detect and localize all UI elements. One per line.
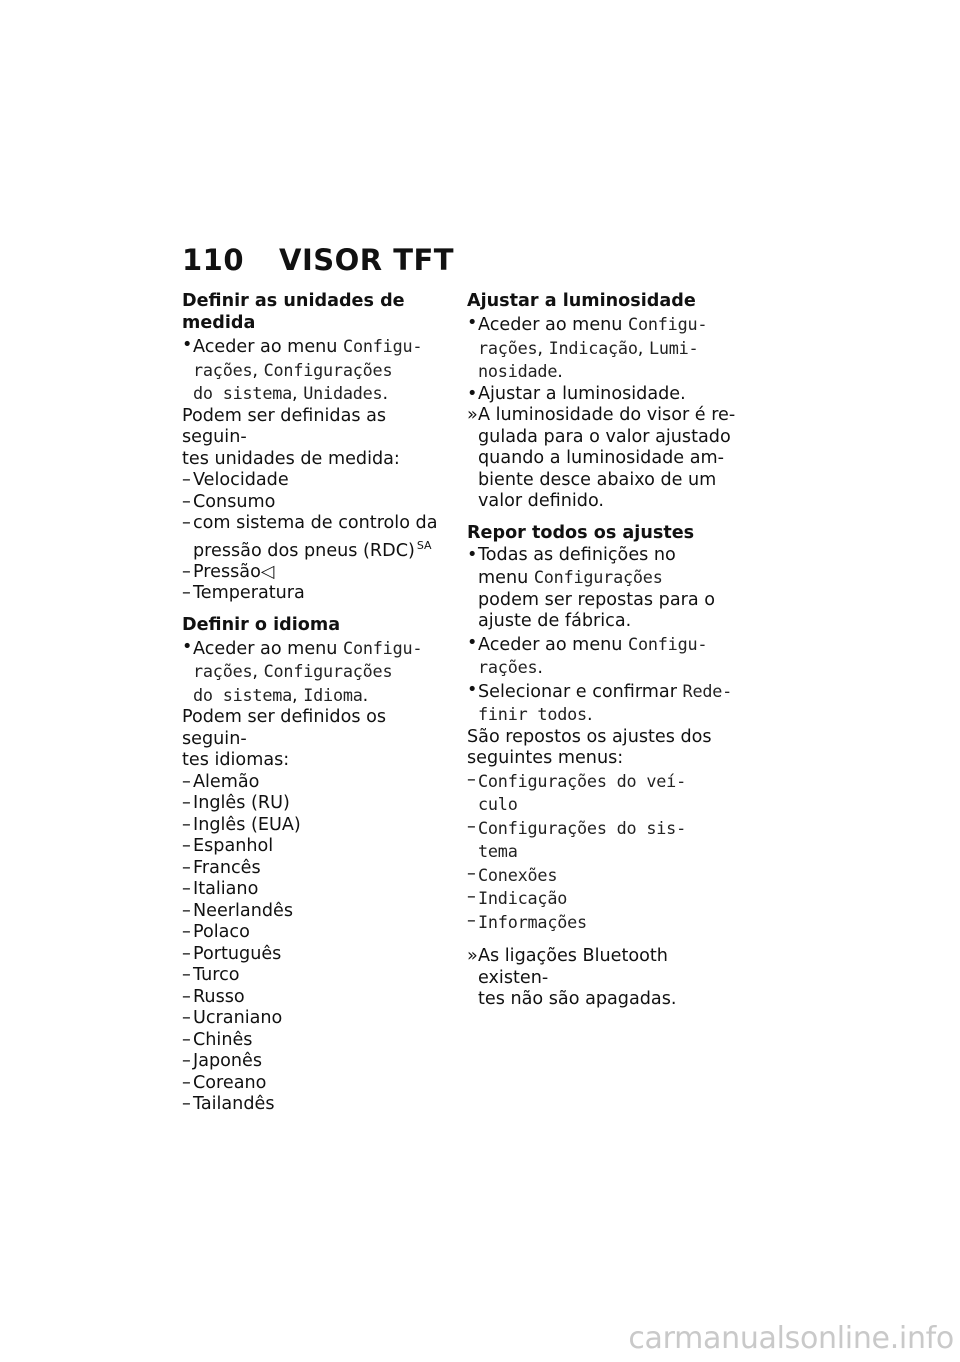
menu-path: Configu- [343, 336, 423, 356]
bullet-icon: • [467, 632, 478, 653]
language-list [182, 772, 454, 1116]
dash-icon: – [182, 879, 191, 900]
left-column [182, 290, 454, 1125]
dash-icon: – [182, 513, 191, 533]
menu-path: Idioma [303, 684, 363, 705]
menu-path: do sistema [193, 383, 293, 403]
dash-icon: – [182, 1008, 191, 1029]
section-brightness [467, 290, 742, 513]
bullet-icon: • [182, 636, 193, 657]
list-item: – Neerlandês [182, 900, 294, 921]
dash-icon: – [182, 814, 191, 835]
watermark: carmanualsonline.info [628, 1321, 954, 1356]
step-item: • Ajustar a luminosidade. [467, 383, 686, 404]
list-item [467, 770, 742, 817]
dash-icon: – [182, 1072, 191, 1093]
list-item: – Polaco [182, 922, 250, 943]
menu-path: Indicação [478, 888, 568, 908]
list-item: – Temperatura [182, 583, 305, 604]
menu-path: Configurações [263, 661, 393, 682]
menu-path: Unidades [303, 383, 383, 403]
section-reset [467, 522, 742, 1011]
list-item: – Francês [182, 857, 261, 878]
menu-path: nosidade [478, 361, 558, 381]
dash-icon: – [467, 769, 476, 790]
page-header [182, 240, 742, 280]
list-item: – Inglês (RU) [182, 793, 290, 814]
list-item: – Italiano [182, 879, 259, 900]
list-item: – Inglês (EUA) [182, 814, 301, 835]
list-item: – Consumo [182, 491, 276, 512]
reset-menu-list [467, 770, 742, 935]
paragraph: Podem ser definidos os seguin- tes idiomas: [182, 707, 387, 771]
result-item: » As ligações Bluetooth existen- tes não são apagadas. [467, 946, 677, 1009]
menu-path: Configu- [628, 314, 708, 334]
section-title: Definir as unidades de medida [182, 291, 405, 333]
menu-path: Configu- [343, 637, 423, 658]
menu-path: Configurações [533, 567, 663, 587]
dash-icon: – [182, 583, 191, 604]
dash-icon: – [182, 836, 191, 857]
menu-path: rações [478, 337, 538, 358]
list-item: – Japonês [182, 1051, 263, 1072]
list-item: – Português [182, 943, 282, 964]
list-item: – com sistema de controlo da pressão dos pneus (RDC) $^{SA}$ [182, 513, 438, 561]
menu-path: rações [478, 657, 538, 677]
menu-path: rações [193, 661, 253, 682]
list-item: – Velocidade [182, 470, 289, 490]
dash-icon: – [467, 863, 476, 884]
bullet-icon: • [467, 313, 478, 333]
section-title: Definir o idioma [182, 614, 341, 635]
dash-icon: – [182, 470, 191, 490]
list-item: – Russo [182, 986, 245, 1007]
bullet-icon: • [467, 679, 478, 700]
bullet-icon: • [182, 335, 193, 355]
menu-path: do sistema [193, 684, 293, 705]
list-item: – Espanhol [182, 836, 274, 857]
dash-icon: – [182, 561, 191, 582]
list-item [467, 817, 742, 864]
dash-icon: – [182, 1051, 191, 1072]
section-language [182, 614, 454, 1116]
menu-path: tema [478, 841, 518, 861]
menu-path: Configu- [628, 633, 708, 654]
dash-icon: – [182, 771, 191, 792]
paragraph: Podem ser definidas as seguin- tes unidades de medida: [182, 405, 400, 469]
bullet-icon: • [467, 544, 478, 565]
dash-icon: – [182, 900, 191, 921]
dash-icon: – [182, 965, 191, 986]
list-item: – Tailandês [182, 1094, 275, 1115]
section-title: Ajustar a luminosidade [467, 291, 696, 311]
result-arrow-icon: » [467, 946, 478, 966]
dash-icon: – [467, 910, 476, 931]
dash-icon: – [182, 943, 191, 964]
chapter-title: VISOR TFT [279, 243, 455, 277]
dash-icon: – [182, 793, 191, 814]
list-item: – Ucraniano [182, 1008, 283, 1029]
dash-icon: – [182, 857, 191, 878]
list-item [467, 864, 742, 888]
step-item: • Selecionar e confirmar Rede- finir todos. [467, 679, 733, 725]
list-item: – Chinês [182, 1029, 253, 1050]
step-item: • Aceder ao menu Configu- rações. [467, 632, 708, 678]
list-item [467, 911, 742, 935]
list-item: – Coreano [182, 1072, 267, 1093]
list-item [467, 887, 742, 911]
menu-path: Configurações [263, 359, 393, 380]
step-item: • Todas as definições no menu Configurações podem ser repostas para o ajuste de fábrica. [467, 544, 716, 631]
dash-icon: – [182, 922, 191, 943]
dash-icon: – [182, 1094, 191, 1115]
menu-path: Indicação [548, 337, 638, 358]
page-number: 110 [182, 243, 245, 277]
superscript: SA [416, 538, 432, 552]
list-item: – Turco [182, 965, 240, 986]
list-item: – Pressão◁ [182, 561, 275, 582]
dash-icon: – [182, 1029, 191, 1050]
menu-path: Configurações do veí- [478, 770, 686, 791]
section-title: Repor todos os ajustes [467, 522, 695, 543]
menu-path: Lumi- [648, 337, 699, 358]
dash-icon: – [467, 816, 476, 837]
menu-path: rações [193, 359, 253, 380]
menu-path: Configurações do sis- [478, 817, 686, 838]
section-units [182, 290, 454, 605]
dash-icon: – [467, 887, 476, 907]
menu-path: culo [478, 794, 518, 814]
bullet-icon: • [467, 383, 478, 404]
step-item: • Aceder ao menu Configu- rações, Configurações do sistema, Idioma. [182, 636, 423, 706]
menu-path: finir todos [478, 704, 587, 724]
right-column [467, 290, 742, 1020]
result-arrow-icon: » [467, 405, 478, 425]
step-item: • Aceder ao menu Configu- rações, Configurações do sistema, Unidades. [182, 335, 423, 404]
paragraph: São repostos os ajustes dos seguintes menus: [467, 726, 712, 768]
dash-icon: – [182, 491, 191, 512]
list-item: – Alemão [182, 771, 260, 792]
menu-path: Conexões [478, 864, 558, 885]
result-item: » A luminosidade do visor é re- gulada para o valor ajustado quando a luminosidade am- biente desce abaixo de um valor definido. [467, 405, 736, 511]
menu-path: Informações [478, 911, 587, 932]
step-item: • Aceder ao menu Configu- rações, Indicação, Lumi- nosidade. [467, 313, 708, 382]
menu-path: Rede- [682, 680, 733, 701]
dash-icon: – [182, 986, 191, 1007]
